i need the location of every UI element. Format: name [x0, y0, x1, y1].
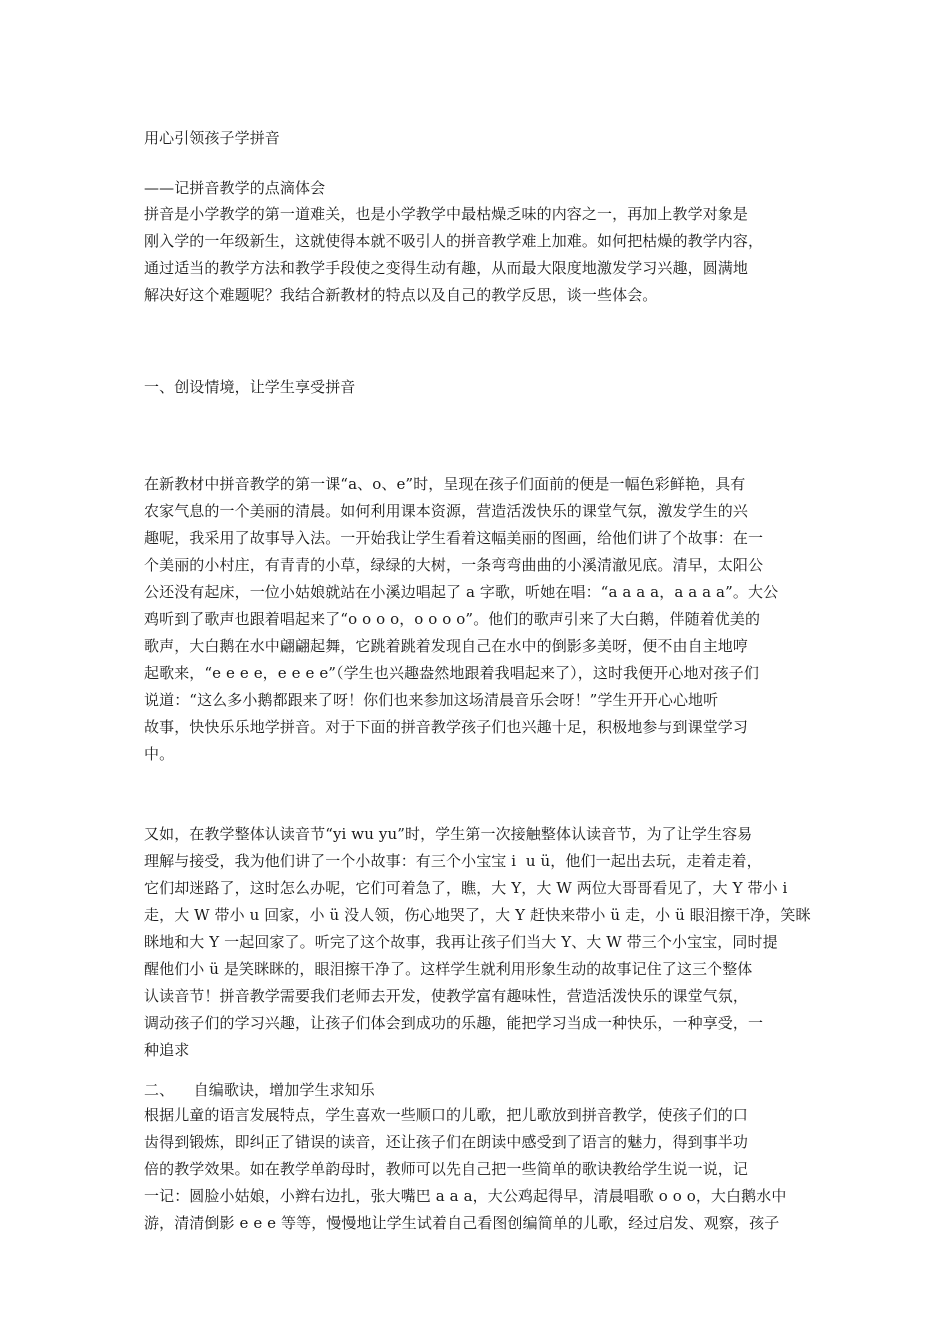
- section-heading: 一、创设情境，让学生享受拼音: [144, 378, 356, 396]
- paragraph-line: 鸡听到了歌声也跟着唱起来了“o o o o，o o o o”。他们的歌声引来了大白鹅，伴随着优美的: [144, 610, 761, 628]
- paragraph-line: 走，大 W 带小 u 回家，小 ü 没人领，伤心地哭了，大 Y 赶快来带小 ü 走，小 ü 眼泪擦干净，笑眯: [144, 906, 811, 924]
- paragraph-line: 在新教材中拼音教学的第一课“a、o、e”时，呈现在孩子们面前的便是一幅色彩鲜艳，具有: [144, 475, 746, 493]
- paragraph-line: 齿得到锻炼，即纠正了错误的读音，还让孩子们在朗读中感受到了语言的魅力，得到事半功: [144, 1133, 749, 1151]
- paragraph-line: 理解与接受，我为他们讲了一个小故事：有三个小宝宝 i u ü，他们一起出去玩，走着走着，: [144, 852, 762, 870]
- paragraph-line: 种追求: [144, 1041, 190, 1059]
- intro-line: 刚入学的一年级新生，这就使得本就不吸引人的拼音教学难上加难。如何把枯燥的教学内容，: [144, 232, 764, 250]
- section-heading: 二、 自编歌诀，增加学生求知乐: [144, 1081, 375, 1099]
- intro-line: 拼音是小学教学的第一道难关，也是小学教学中最枯燥乏味的内容之一，再加上教学对象是: [144, 205, 749, 223]
- paragraph-line: 倍的教学效果。如在教学单韵母时，教师可以先自己把一些简单的歌诀教给学生说一说，记: [144, 1160, 749, 1178]
- intro-line: 通过适当的教学方法和教学手段使之变得生动有趣，从而最大限度地激发学习兴趣，圆满地: [144, 259, 749, 277]
- paragraph-line: 故事，快快乐乐地学拼音。对于下面的拼音教学孩子们也兴趣十足，积极地参与到课堂学习: [144, 718, 749, 736]
- paragraph-line: 趣呢，我采用了故事导入法。一开始我让学生看着这幅美丽的图画，给他们讲了个故事：在一: [144, 529, 764, 547]
- paragraph-line: 起歌来，“e e e e，e e e e”（学生也兴趣盎然地跟着我唱起来了），这时我便开心地对孩子们: [144, 664, 759, 682]
- doc-subtitle: ——记拼音教学的点滴体会: [144, 179, 326, 197]
- paragraph-line: 又如，在教学整体认读音节“yi wu yu”时，学生第一次接触整体认读音节，为了让学生容易: [144, 825, 753, 843]
- paragraph-line: 认读音节！拼音教学需要我们老师去开发，使教学富有趣味性，营造活泼快乐的课堂气氛，: [144, 987, 749, 1005]
- paragraph-line: 说道：“这么多小鹅都跟来了呀！你们也来参加这场清晨音乐会呀！”学生开开心心地听: [144, 691, 719, 709]
- paragraph-line: 醒他们小 ü 是笑眯眯的，眼泪擦干净了。这样学生就利用形象生动的故事记住了这三个整体: [144, 960, 753, 978]
- paragraph-line: 它们却迷路了，这时怎么办呢，它们可着急了，瞧，大 Y，大 W 两位大哥哥看见了，大 Y 带小 i: [144, 879, 788, 897]
- paragraph-line: 农家气息的一个美丽的清晨。如何利用课本资源，营造活泼快乐的课堂气氛，激发学生的兴: [144, 502, 749, 520]
- paragraph-line: 歌声，大白鹅在水中翩翩起舞，它跳着跳着发现自己在水中的倒影多美呀，便不由自主地哼: [144, 637, 749, 655]
- paragraph-line: 根据儿童的语言发展特点，学生喜欢一些顺口的儿歌，把儿歌放到拼音教学，使孩子们的口: [144, 1106, 749, 1124]
- doc-title: 用心引领孩子学拼音: [144, 129, 280, 147]
- intro-line: 解决好这个难题呢？我结合新教材的特点以及自己的教学反思，谈一些体会。: [144, 286, 658, 304]
- paragraph-line: 游，清清倒影 e e e 等等，慢慢地让学生试着自己看图创编简单的儿歌，经过启发、观察，孩子: [144, 1214, 780, 1232]
- paragraph-line: 眯地和大 Y 一起回家了。听完了这个故事，我再让孩子们当大 Y、大 W 带三个小宝宝，同时提: [144, 933, 778, 951]
- paragraph-line: 一记：圆脸小姑娘，小辫右边扎，张大嘴巴 a a a，大公鸡起得早，清晨唱歌 o o o，大白鹅水中: [144, 1187, 787, 1205]
- paragraph-line: 中。: [144, 745, 175, 763]
- paragraph-line: 调动孩子们的学习兴趣，让孩子们体会到成功的乐趣，能把学习当成一种快乐，一种享受，一: [144, 1014, 764, 1032]
- paragraph-line: 个美丽的小村庄，有青青的小草，绿绿的大树，一条弯弯曲曲的小溪清澈见底。清早，太阳公: [144, 556, 764, 574]
- paragraph-line: 公还没有起床，一位小姑娘就站在小溪边唱起了 a 字歌，听她在唱：“a a a a，a a a a”。大公: [144, 583, 779, 601]
